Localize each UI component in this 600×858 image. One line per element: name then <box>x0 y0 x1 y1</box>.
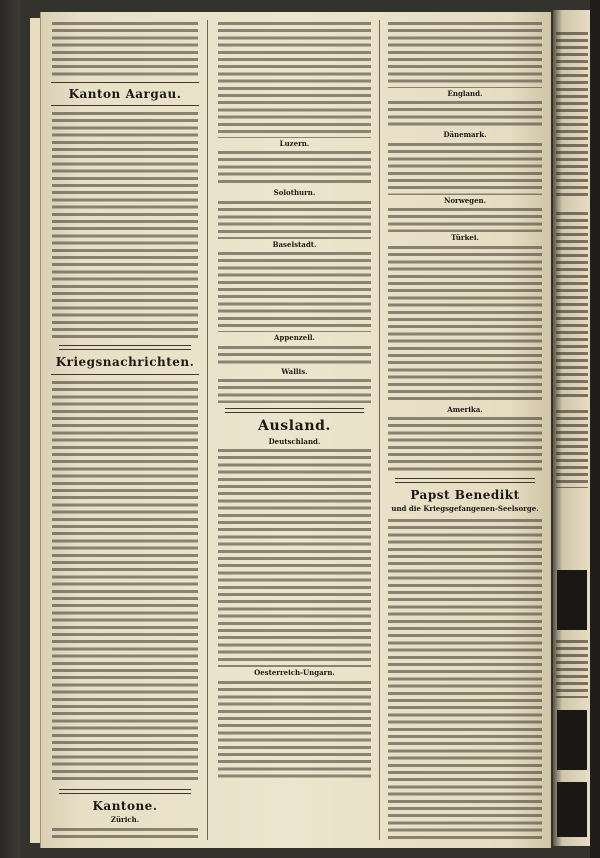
subsection-heading: Oesterreich-Ungarn. <box>254 668 335 678</box>
body-text-block <box>388 206 542 232</box>
subsection-heading: Wallis. <box>281 366 308 376</box>
body-text-block <box>218 447 371 667</box>
body-text-block <box>218 250 371 332</box>
adjacent-ad-block <box>557 782 587 837</box>
adjacent-text-block <box>556 408 588 488</box>
section-heading: Kriegsnachrichten. <box>55 355 195 370</box>
body-text-block <box>388 244 542 404</box>
column-3 <box>387 20 543 840</box>
double-rule <box>225 408 364 413</box>
adjacent-text-block <box>556 210 588 400</box>
adjacent-page-edge <box>553 10 590 846</box>
double-rule <box>59 345 191 350</box>
body-text-block <box>218 20 371 138</box>
body-text-block <box>218 344 371 366</box>
adjacent-text-block <box>556 638 588 698</box>
body-text-block <box>218 149 371 187</box>
column-rule <box>379 20 380 840</box>
section-heading: Kantone. <box>92 798 158 813</box>
newspaper-page <box>40 12 551 848</box>
body-text-block <box>388 415 542 473</box>
adjacent-ad-block <box>557 710 587 770</box>
section-heading: Kanton Aargau. <box>68 87 182 101</box>
subsection-heading: England. <box>447 89 483 98</box>
body-text-block <box>218 199 371 239</box>
section-heading: Ausland. <box>258 417 331 434</box>
rule <box>51 105 199 106</box>
book-binding-left <box>0 0 20 858</box>
subsection-heading: Appenzell. <box>274 333 315 343</box>
column-rule <box>207 20 208 840</box>
body-text-block <box>52 20 198 78</box>
subsection-heading: Zürich. <box>110 815 140 825</box>
body-text-block <box>388 141 542 195</box>
body-text-block <box>218 679 371 779</box>
subsection-heading: Deutschland. <box>268 436 321 446</box>
rule <box>51 374 199 375</box>
section-heading: Papst Benedikt <box>410 487 520 502</box>
body-text-block <box>388 517 542 840</box>
section-subtitle: und die Kriegsgefangenen-Seelsorge. <box>391 504 539 514</box>
double-rule <box>395 478 535 483</box>
subsection-heading: Solothurn. <box>273 188 316 198</box>
body-text-block <box>52 110 198 340</box>
book-binding-right <box>590 0 600 858</box>
column-1 <box>51 20 199 840</box>
column-2 <box>217 20 372 840</box>
subsection-heading: Norwegen. <box>443 195 487 205</box>
body-text-block <box>388 99 542 129</box>
body-text-block <box>52 379 198 784</box>
subsection-heading: Luzern. <box>279 139 310 148</box>
adjacent-text-block <box>556 30 588 200</box>
body-text-block <box>52 826 198 840</box>
subsection-heading: Dänemark. <box>443 130 487 140</box>
body-text-block <box>388 20 542 88</box>
adjacent-ad-block <box>557 570 587 630</box>
subsection-heading: Amerika. <box>447 404 483 414</box>
body-text-block <box>218 377 371 403</box>
subsection-heading: Baselstadt. <box>272 239 317 249</box>
double-rule <box>59 789 191 794</box>
rule <box>51 82 199 83</box>
subsection-heading: Türkei. <box>451 233 479 243</box>
